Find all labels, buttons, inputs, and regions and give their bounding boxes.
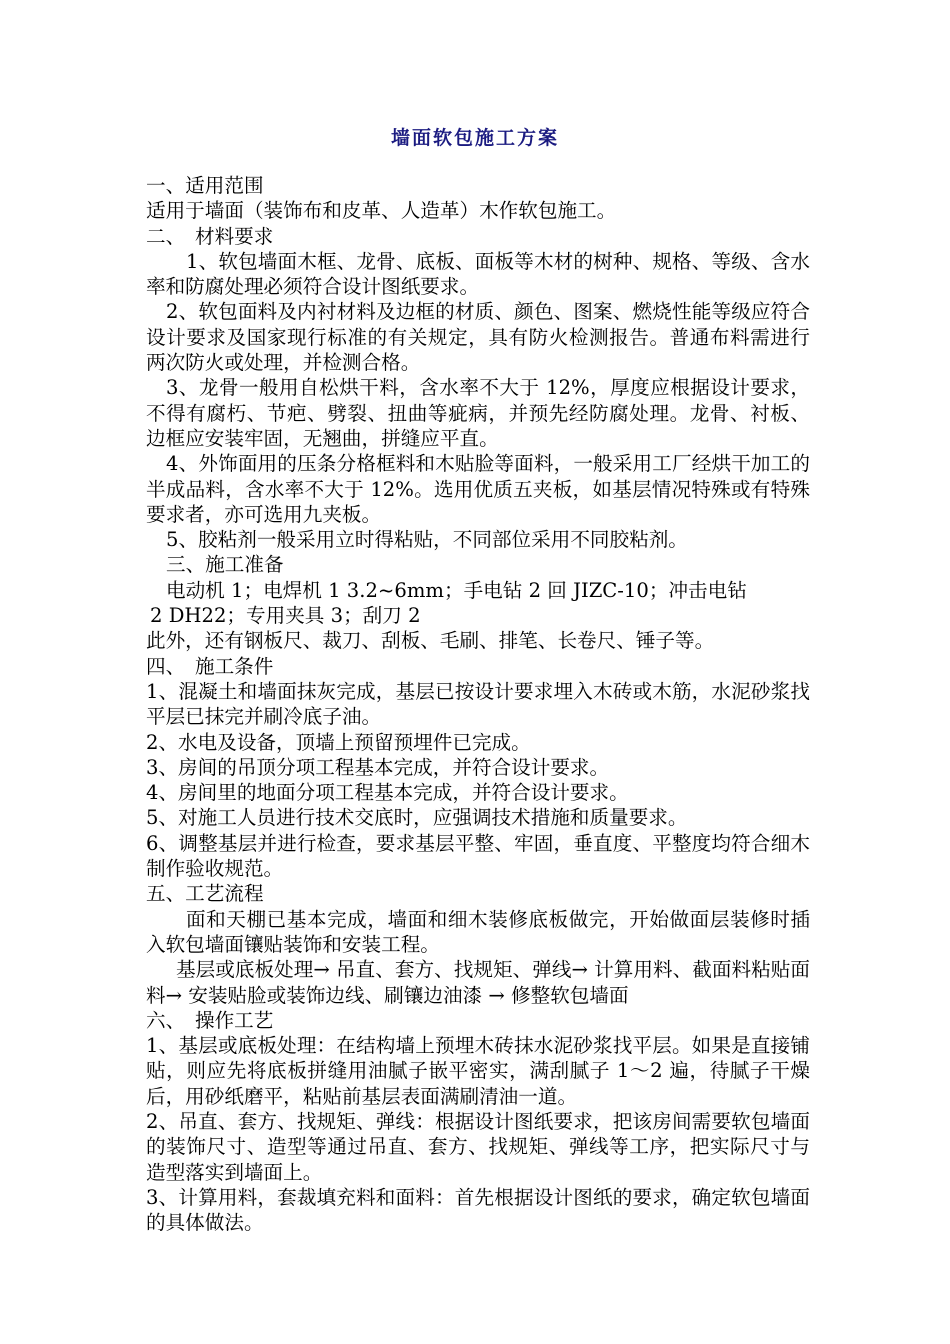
paragraph: 2 DH22；专用夹具 3；刮刀 2	[150, 604, 421, 628]
paragraph: 此外，还有钢板尺、裁刀、刮板、毛刷、排笔、长卷尺、锤子等。	[146, 629, 715, 653]
paragraph: 电动机 1；电焊机 1 3.2~6mm；手电钻 2 回 JIZC-10；冲击电钻	[166, 578, 747, 602]
document-title: 墙面软包施工方案	[390, 127, 559, 149]
paragraph: 适用于墙面（装饰布和皮革、人造革）木作软包施工。	[146, 199, 617, 223]
section-heading-scope: 一、适用范围	[146, 174, 264, 197]
section-heading-materials: 二、 材料要求	[146, 224, 274, 248]
paragraph: 2、吊直、套方、找规矩、弹线：根据设计图纸要求，把该房间需要软包墙面的装饰尺寸、造型等通过吊直、套方、找规矩、弹线等工序，把实际尺寸与造型落实到墙面上。	[146, 1109, 810, 1184]
document-body	[146, 173, 810, 1235]
section-heading-process: 五、工艺流程	[146, 882, 264, 906]
section-heading-preparation: 三、施工准备	[166, 553, 284, 577]
paragraph: 面和天棚已基本完成，墙面和细木装修底板做完，开始做面层装修时插入软包墙面镶贴装饰和安装工程。	[146, 907, 810, 956]
paragraph: 基层或底板处理→ 吊直、套方、找规矩、弹线→ 计算用料、截面料粘贴面料→ 安装贴脸或装饰边线、刷镶边油漆 → 修整软包墙面	[146, 958, 810, 1007]
paragraph: 1、软包墙面木框、龙骨、底板、面板等木材的树种、规格、等级、含水率和防腐处理必须符合设计图纸要求。	[146, 249, 810, 299]
section-heading-operation: 六、 操作工艺	[146, 1008, 274, 1032]
paragraph: 3、计算用料，套裁填充料和面料：首先根据设计图纸的要求，确定软包墙面的具体做法。	[146, 1185, 810, 1235]
paragraph: 2、软包面料及内衬材料及边框的材质、颜色、图案、燃烧性能等级应符合设计要求及国家现行标准的有关规定，具有防火检测报告。普通布料需进行两次防火或处理，并检测合格。	[146, 300, 810, 375]
paragraph: 5、对施工人员进行技术交底时，应强调技术措施和质量要求。	[146, 806, 688, 830]
paragraph: 3、龙骨一般用自松烘干料，含水率不大于 12%，厚度应根据设计要求，不得有腐朽、节疤、劈裂、扭曲等疵病，并预先经防腐处理。龙骨、衬板、边框应安装牢固，无翘曲，拼缝应平直。	[146, 376, 810, 450]
paragraph: 4、房间里的地面分项工程基本完成，并符合设计要求。	[146, 781, 629, 805]
paragraph: 4、外饰面用的压条分格框料和木贴脸等面料，一般采用工厂经烘干加工的半成品料，含水率不大于 12%。选用优质五夹板，如基层情况特殊或有特殊要求者，亦可选用九夹板。	[146, 452, 810, 526]
paragraph: 3、房间的吊顶分项工程基本完成，并符合设计要求。	[146, 755, 610, 779]
paragraph: 1、混凝土和墙面抹灰完成，基层已按设计要求埋入木砖或木筋，水泥砂浆找平层已抹完并刷冷底子油。	[146, 679, 810, 729]
paragraph: 2、水电及设备，顶墙上预留预埋件已完成。	[146, 730, 531, 754]
paragraph: 6、调整基层并进行检查，要求基层平整、牢固，垂直度、平整度均符合细木制作验收规范。	[146, 831, 810, 881]
paragraph: 5、胶粘剂一般采用立时得粘贴，不同部位采用不同胶粘剂。	[166, 528, 688, 552]
section-heading-conditions: 四、 施工条件	[146, 654, 274, 678]
paragraph: 1、基层或底板处理：在结构墙上预埋木砖抹水泥砂浆找平层。如果是直接铺贴，则应先将底板拼缝用油腻子嵌平密实，满刮腻子 1～2 遍，待腻子干燥后，用砂纸磨平，粘贴前基层表面满刷清油一道。	[146, 1034, 810, 1108]
